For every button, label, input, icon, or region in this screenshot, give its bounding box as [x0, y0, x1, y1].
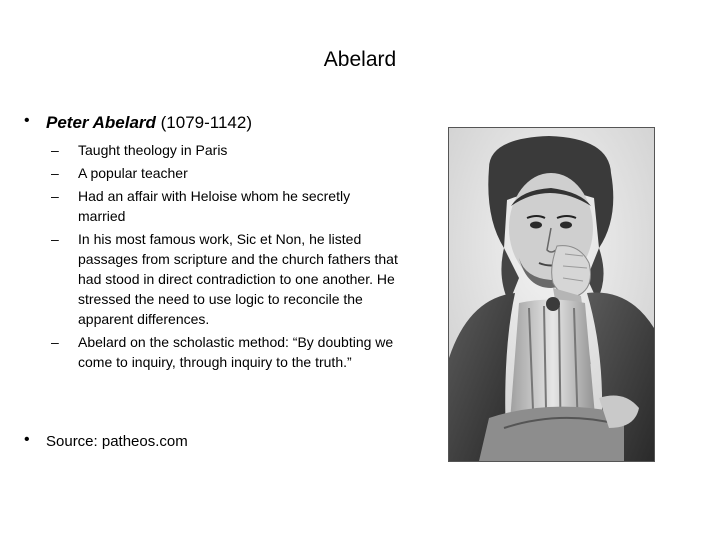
name-text: Peter Abelard: [46, 113, 156, 132]
sub-item: [51, 186, 391, 226]
sub-item: [51, 140, 411, 160]
dates-text: (1079-1142): [155, 113, 253, 132]
portrait-illustration: [449, 128, 654, 461]
sub-item: [51, 163, 411, 183]
sub-item-text: Taught theology in Paris: [78, 142, 228, 158]
sub-item-text: Had an affair with Heloise whom he secretly married: [78, 188, 351, 224]
sub-item-text: In his most famous work, Sic et Non, he listed passages from scripture and the church fathers that had stood in direct contradiction to one another. He stressed the need to use logic to reconcile the apparent differences.: [78, 231, 398, 327]
dash-marker: –: [51, 231, 59, 247]
sub-item-text: A popular teacher: [78, 165, 188, 181]
slide-title: Abelard: [323, 48, 397, 71]
bullet-marker: •: [24, 112, 30, 129]
sub-list: [51, 140, 411, 372]
sub-item: [51, 332, 396, 372]
dash-marker: –: [51, 142, 59, 158]
abelard-portrait-image: [448, 127, 655, 462]
bullet-marker: •: [24, 431, 30, 448]
sub-item: [51, 229, 411, 329]
bullet-source: Source: patheos.com: [46, 433, 188, 450]
dash-marker: –: [51, 334, 59, 350]
dash-marker: –: [51, 165, 59, 181]
bullet-peter-abelard: [46, 112, 252, 134]
sub-item-text: Abelard on the scholastic method: “By doubting we come to inquiry, through inquiry to the truth.”: [78, 334, 394, 370]
dash-marker: –: [51, 188, 59, 204]
